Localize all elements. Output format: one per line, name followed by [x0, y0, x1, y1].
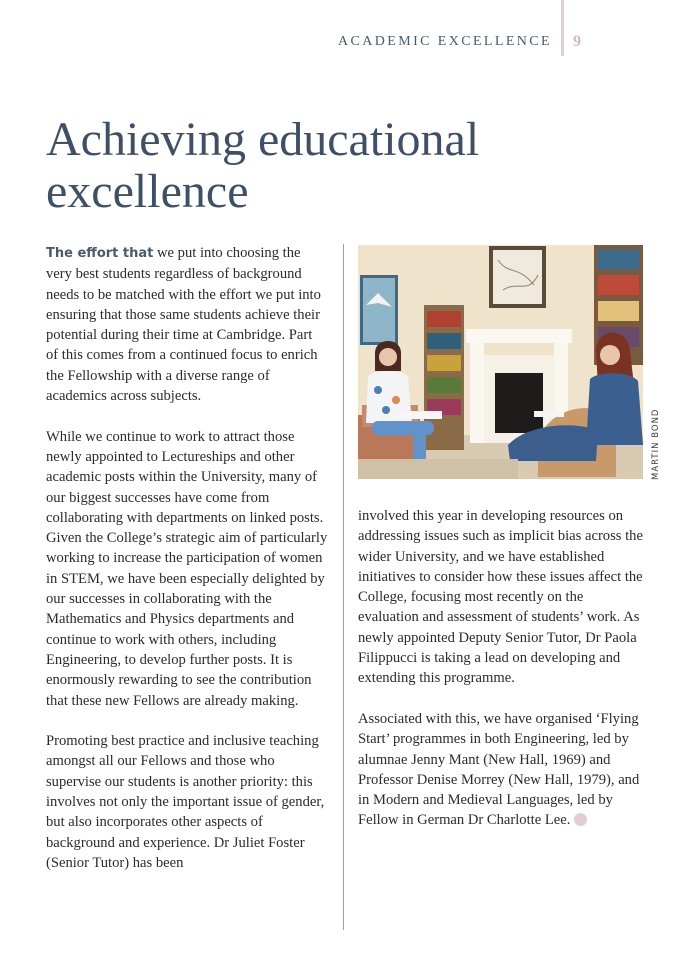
- article-photo: [358, 245, 643, 479]
- paragraph-5-text: Associated with this, we have organised ‘Flying Start’ programmes in both Engineering, led by alumnae Jenny Mant (New Hall, 1969) and Professor Denise Morrey (New Hall, 1979), and in Modern and Medieval Languages, led by Fellow in German Dr Charlotte Lee.: [358, 710, 640, 829]
- paragraph-3: Promoting best practice and inclusive teaching amongst all our Fellows and those who supervise our students is another priority: this involves not only the important issue of gender, but also incorporates other aspects of background and experience. Dr Juliet Foster (Senior Tutor) has been: [46, 733, 325, 871]
- photo-credit: MARTIN BOND: [651, 408, 661, 480]
- column-divider: [343, 244, 344, 930]
- lead-in: The effort that: [46, 246, 154, 261]
- header-rule: [561, 0, 564, 56]
- right-column: [358, 506, 643, 851]
- running-head: ACADEMIC EXCELLENCE: [338, 34, 552, 49]
- photo-illustration: [358, 245, 643, 479]
- title-line-1: Achieving educational: [46, 113, 480, 166]
- left-column: [46, 243, 328, 894]
- paragraph-5: [358, 709, 643, 831]
- paragraph-2: While we continue to work to attract those newly appointed to Lectureships and other academic posts within the University, many of our biggest successes have come from collaborating with departments on linked posts. Given the College’s strategic aim of particularly working to increase the participation of women in STEM, we have been especially delighted by our successes in collaborating with the Mathematics and Physics departments and continue to work with others, including Engineering, to develop further posts. It is enormously rewarding to see the contribution that these new Fellows are already making.: [46, 428, 328, 709]
- page-number: 9: [573, 33, 581, 50]
- paragraph-1-text: we put into choosing the very best students regardless of background needs to be matched with the effort we put into ensuring that those same students achieve their potential during their time at Cambridge. Part of this comes from a continued focus to enrich the Fellowship with a diverse range of academics across subjects.: [46, 245, 321, 405]
- end-of-article-dot-icon: [574, 813, 587, 826]
- paragraph-1: [46, 243, 328, 406]
- paragraph-4: involved this year in developing resources on addressing issues such as implicit bias across the wider University, and we have established initiatives to consider how these issues affect the College, focusing most recently on the evaluation and assessment of students’ work. As newly appointed Deputy Senior Tutor, Dr Paola Filippucci is taking a lead on developing and extending this programme.: [358, 508, 643, 687]
- title-line-2: excellence: [46, 165, 249, 218]
- article-title: [46, 114, 606, 218]
